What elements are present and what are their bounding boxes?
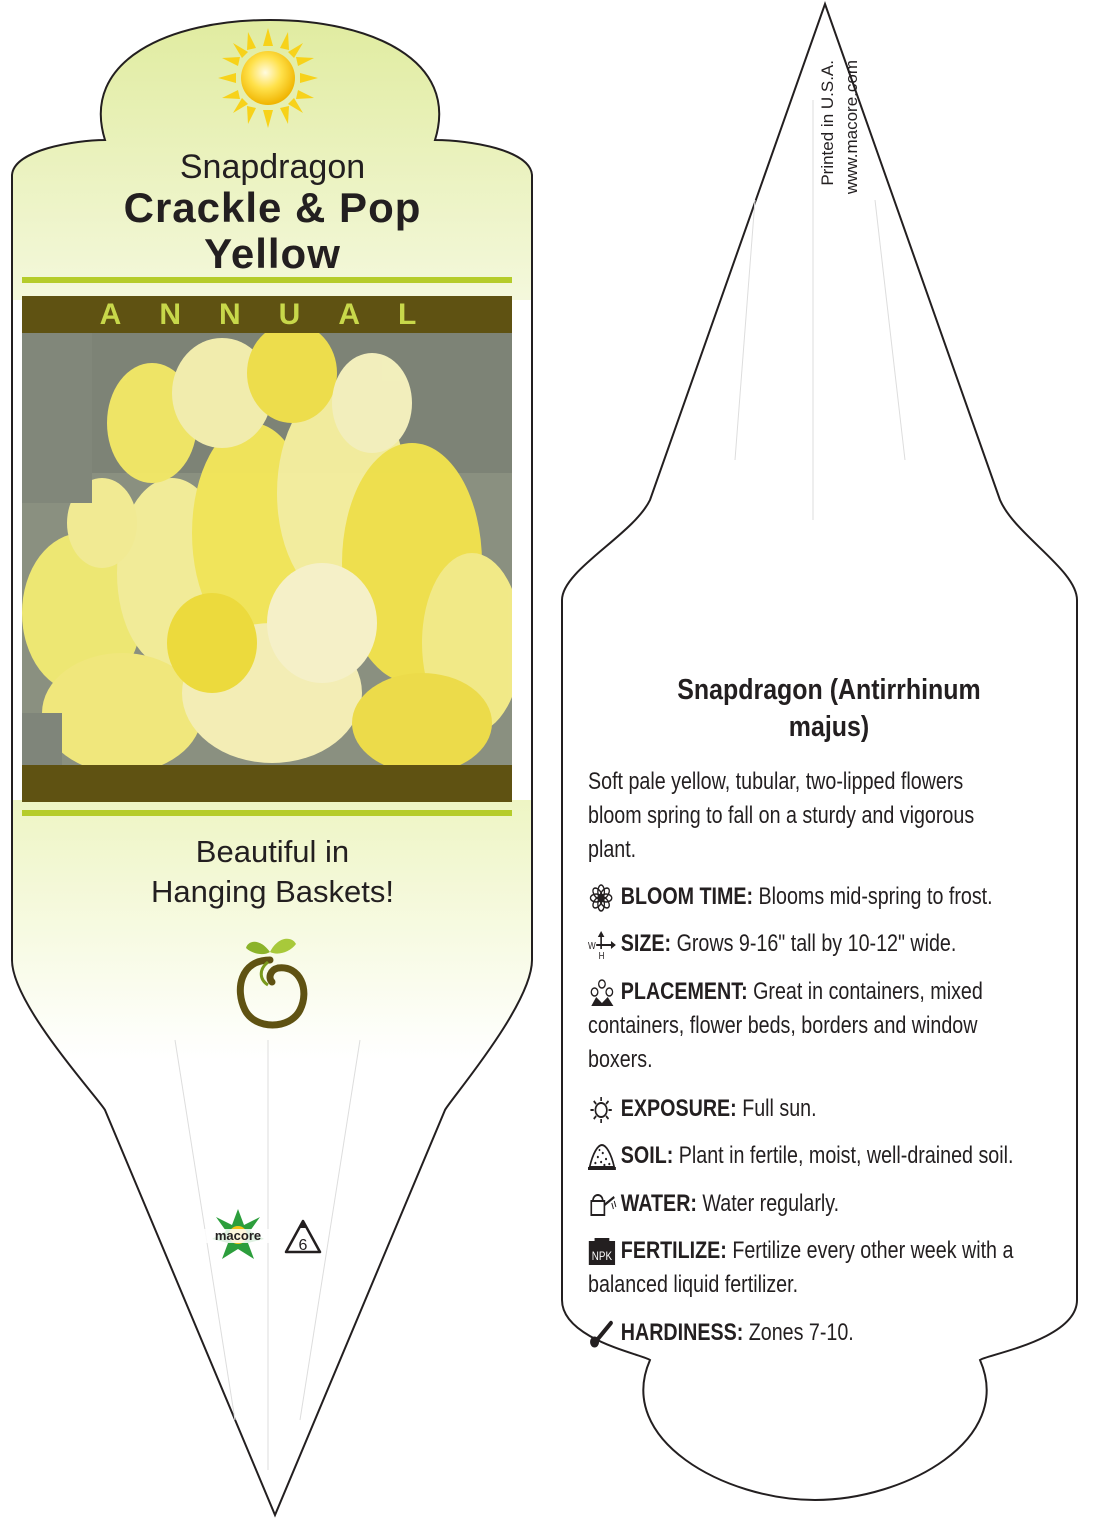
sprout-logo-icon	[230, 930, 310, 1030]
info-exposure	[588, 1092, 1080, 1126]
sun-icon	[588, 1096, 618, 1124]
variety-name-line2: Yellow	[204, 230, 341, 277]
photo-bottom-band	[22, 765, 512, 802]
plant-title-line1: Snapdragon (Antirrhinum	[677, 674, 981, 706]
info-fertilize	[588, 1234, 1080, 1302]
water-value: Water regularly.	[702, 1190, 840, 1217]
soil-label: SOIL:	[620, 1142, 674, 1169]
description-line: bloom spring to fall on a sturdy and vigorous	[588, 802, 975, 829]
category-band: ANNUAL	[22, 296, 512, 333]
size-icon	[588, 931, 618, 959]
exposure-value: Full sun.	[742, 1095, 817, 1122]
description-line: Soft pale yellow, tubular, two-lipped flowers	[588, 768, 964, 795]
bloom-time-label: BLOOM TIME:	[620, 883, 754, 910]
npk-label: NPK	[591, 1249, 613, 1263]
hardiness-value: Zones 7-10.	[748, 1319, 854, 1346]
size-label: SIZE:	[620, 930, 672, 957]
placement-value-line3: boxers.	[588, 1046, 653, 1073]
info-placement	[588, 975, 1080, 1077]
placement-icon	[588, 979, 618, 1007]
water-label: WATER:	[620, 1190, 697, 1217]
tagline-line1: Beautiful in	[195, 834, 350, 869]
info-water	[588, 1187, 1080, 1221]
soil-value: Plant in fertile, moist, well-drained soil.	[678, 1142, 1014, 1169]
placement-value-line1: Great in containers, mixed	[753, 978, 983, 1005]
brand-label: macore	[214, 1228, 262, 1243]
plant-title-line2: majus)	[788, 711, 870, 743]
description-line: plant.	[588, 836, 637, 863]
fertilize-label: FERTILIZE:	[620, 1237, 727, 1264]
info-bloom-time	[588, 880, 1080, 914]
bloom-time-value: Blooms mid-spring to frost.	[758, 883, 993, 910]
soil-icon	[588, 1143, 618, 1171]
common-name: Snapdragon	[179, 148, 366, 186]
hardiness-label: HARDINESS:	[620, 1319, 744, 1346]
recycle-icon	[282, 1218, 324, 1258]
sun-icon	[218, 28, 318, 128]
size-icon-w: W	[588, 939, 596, 951]
macore-logo-icon	[202, 1205, 274, 1265]
thermometer-icon	[588, 1320, 618, 1348]
recycle-code: 6	[298, 1237, 308, 1254]
exposure-label: EXPOSURE:	[620, 1095, 737, 1122]
tagline-line2: Hanging Baskets!	[151, 874, 394, 909]
placement-value-line2: containers, flower beds, borders and window	[588, 1012, 978, 1039]
info-hardiness	[588, 1316, 1080, 1350]
fertilize-value-line1: Fertilize every other week with a	[732, 1237, 1014, 1264]
size-icon-h: H	[598, 949, 605, 959]
flower-photo	[22, 333, 512, 765]
size-value: Grows 9-16" tall by 10-12" wide.	[676, 930, 957, 957]
watering-can-icon	[588, 1191, 618, 1219]
tagline	[0, 832, 545, 912]
plant-title	[623, 672, 1034, 746]
plant-description	[588, 765, 1072, 867]
info-soil	[588, 1139, 1080, 1173]
printed-in-text: Printed in U.S.A.	[818, 60, 837, 186]
website-text: www.macore.com	[842, 60, 861, 195]
fertilize-value-line2: balanced liquid fertilizer.	[588, 1271, 799, 1298]
variety-name-line1: Crackle & Pop	[123, 184, 422, 231]
placement-label: PLACEMENT:	[620, 978, 748, 1005]
info-size	[588, 927, 1080, 961]
flower-icon	[588, 884, 618, 912]
npk-icon	[588, 1238, 618, 1266]
